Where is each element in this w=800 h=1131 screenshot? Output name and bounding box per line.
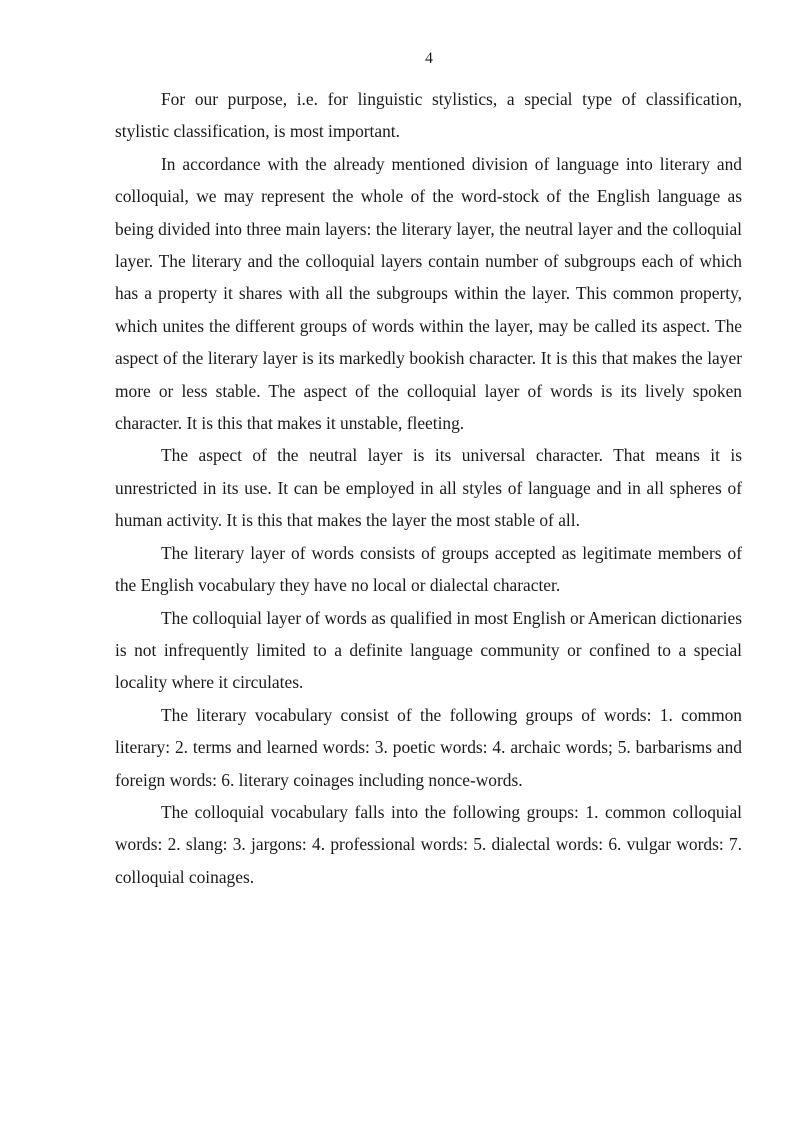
paragraph-5: The colloquial layer of words as qualified in most English or American dictionaries is not infrequently limited to a definite language community or confined to a special locality where it circulates. xyxy=(115,607,742,693)
paragraph-6: The literary vocabulary consist of the following groups of words: 1. common literary: 2. terms and learned words: 3. poetic words: 4. archaic words; 5. barbarisms and foreign words: 6. literary coinages including nonce-words. xyxy=(115,704,742,790)
paragraph-2: In accordance with the already mentioned division of language into literary and colloquial, we may represent the whole of the word-stock of the English language as being divided into three main layers: the literary layer, the neutral layer and the colloquial layer. The literary and the colloquial layers contain number of subgroups each of which has a property it shares with all the subgroups within the layer. This common property, which unites the different groups of words within the layer, may be called its aspect. The aspect of the literary layer is its markedly bookish character. It is this that makes the layer more or less stable. The aspect of the colloquial layer of words is its lively spoken character. It is this that makes it unstable, fleeting. xyxy=(115,153,742,434)
paragraph-7: The colloquial vocabulary falls into the following groups: 1. common colloquial words: 2. slang: 3. jargons: 4. professional words: 5. dialectal words: 6. vulgar words: 7. colloquial coinages. xyxy=(115,801,742,887)
paragraph-3: The aspect of the neutral layer is its universal character. That means it is unrestricted in its use. It can be employed in all styles of language and in all spheres of human activity. It is this that makes the layer the most stable of all. xyxy=(115,445,742,531)
page-number: 4 xyxy=(425,50,433,67)
body-text xyxy=(115,83,742,893)
paragraph-4: The literary layer of words consists of groups accepted as legitimate members of the English vocabulary they have no local or dialectal character. xyxy=(115,542,742,596)
paragraph-1: For our purpose, i.e. for linguistic stylistics, a special type of classification, stylistic classification, is most important. xyxy=(115,89,742,142)
